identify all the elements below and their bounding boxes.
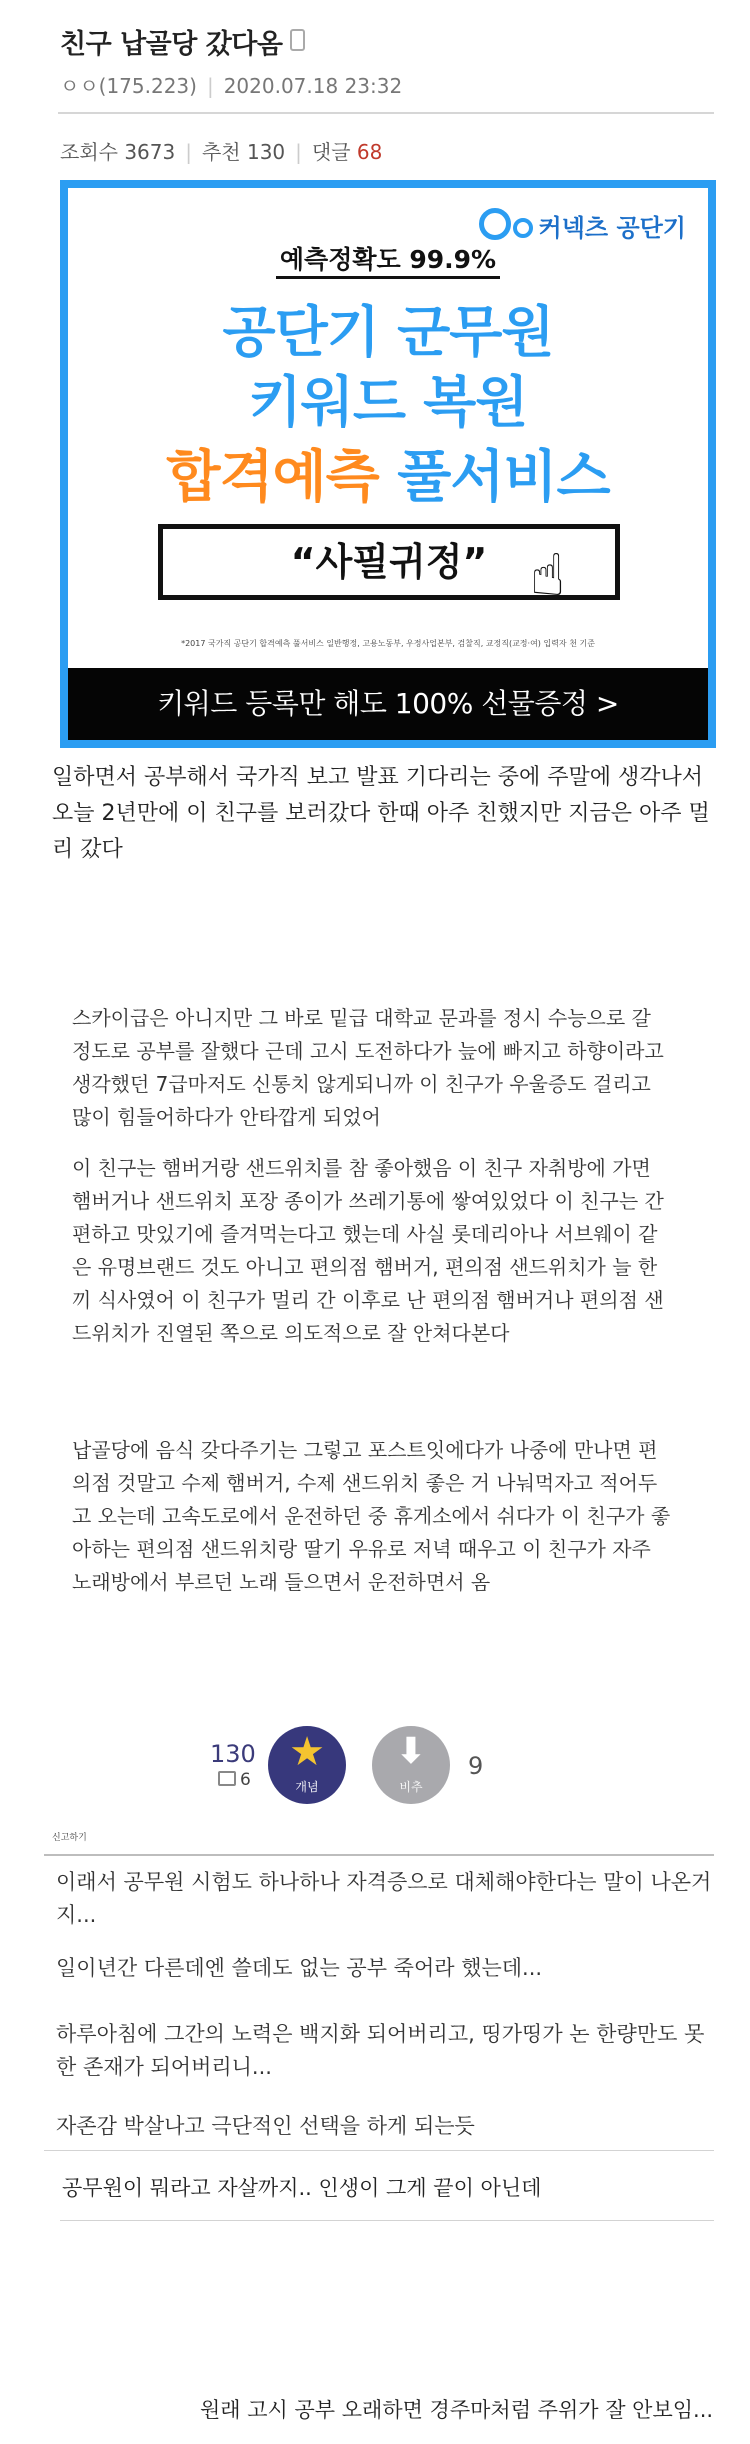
comment-3: 하루아침에 그간의 노력은 백지화 되어버리고, 띵가띵가 논 한량만도 못한 존재가 되어버리니... [56,2022,705,2079]
downvote-label: 비추 [399,1780,423,1794]
fixed-recommend [218,1770,251,1790]
post-paragraph-3: 납골당에 음식 갖다주기는 그렇고 포스트잇에다가 나중에 만나면 편의점 것말고 수제 햄버거, 수제 샌드위치 좋은 거 나눠먹자고 적어두고 오는데 고속도로에서 운전하던 중 휴게소에서 쉬다가 이 친구가 좋아하는 편의점 샌드위치랑 딸기 우유로 저녁 때우고 이 친구가 자주 노래방에서 부르던 노래 들으면서 운전하면서 옴 [72,1438,671,1594]
post-meta [60,70,402,99]
ad-cta-bar[interactable]: 키워드 등록만 해도 100% 선물증정 > [68,668,708,740]
ad-accuracy [68,240,708,276]
post-paragraph-2: 이 친구는 햄버거랑 샌드위치를 참 좋아했음 이 친구 자취방에 가면 햄버거나 샌드위치 포장 종이가 쓰레기통에 쌓여있었다 이 친구는 간편하고 맛있기에 즐겨먹는다고 했는데 사실 롯데리아나 서브웨이 같은 유명브랜드 것도 아니고 편의점 햄버거, 편의점 샌드위치가 늘 한 끼 식사였어 이 친구가 멀리 간 이후로 난 편의점 햄버거나 편의점 샌드위치가 진열된 쪽으로 의도적으로 잘 안쳐다본다 [72,1156,664,1345]
ad-fine-print: *2017 국가직 공단기 합격예측 풀서비스 일반행정, 고용노동부, 우정사업본부, 검찰직, 교정직(교정·여) 입력자 천 기준 [181,639,595,648]
comments-divider [44,1854,714,1856]
ad-accuracy-text: 예측정확도 99.9% [276,245,500,279]
recommend-label: 개념 [295,1780,319,1794]
ad-content[interactable] [68,188,708,740]
comment-4: 자존감 박살나고 극단적인 선택을 하게 되는듯 [56,2114,475,2138]
ad-headline-3 [68,433,708,513]
divider: | [295,140,302,164]
mobile-icon [290,29,305,51]
post-title: 친구 납골당 갔다옴 [60,29,283,60]
ad-logo [479,208,686,243]
logo-ring-icon [479,208,511,240]
report-link[interactable]: 신고하기 [52,1833,87,1843]
ad-logo-text: 커넥츠 공단기 [538,214,686,242]
recommend-button[interactable] [268,1726,346,1804]
post-author[interactable]: ㅇㅇ(175.223) [60,74,197,98]
comment-2: 일이년간 다른데엔 쓸데도 없는 공부 죽어라 했는데... [56,1956,543,1980]
divider-line [58,112,714,114]
post-paragraph-1: 스카이급은 아니지만 그 바로 밑급 대학교 문과를 정시 수능으로 갈 정도로 공부를 잘했다 근데 고시 도전하다가 늪에 빠지고 하향이라고 생각했던 7급마저도 신통치 않게되니까 이 친구가 우울증도 걸리고 많이 힘들어하다가 안타깝게 되었어 [72,1006,664,1129]
post-intro: 일하면서 공부해서 국가직 보고 발표 기다리는 중에 주말에 생각나서 오늘 2년만에 이 친구를 보러갔다 한때 아주 친했지만 지금은 아주 멀리 갔다 [52,765,710,862]
divider: | [185,140,192,164]
pointing-hand-icon: ☝ [530,541,566,609]
comment-6: 원래 고시 공부 오래하면 경주마처럼 주위가 잘 안보임... [200,2398,714,2422]
ad-banner[interactable] [60,180,716,748]
recommend-count: 추천 130 [201,140,286,164]
ad-headline-3a: 합격예측 [166,445,379,510]
post-stats [60,136,382,165]
comments-count[interactable]: 68 [356,140,383,164]
comments-label[interactable]: 댓글 [311,140,351,164]
recommend-total: 130 [210,1740,256,1768]
logo-ring-small-icon [513,218,533,238]
divider: | [206,74,214,98]
views-count: 조회수 3673 [60,140,176,164]
fixed-user-icon [218,1771,236,1786]
fixed-recommend-count: 6 [240,1770,251,1790]
comment-divider [44,2150,714,2151]
star-icon: ★ [289,1729,325,1775]
downvote-button[interactable] [372,1726,450,1804]
ad-slogan-box: “사필귀정” [158,524,620,600]
post-date: 2020.07.18 23:32 [223,74,403,98]
down-arrow-icon: ⬇ [395,1731,427,1772]
ad-headline-2: 키워드 복원 [248,370,528,434]
comment-divider [60,2220,714,2221]
comment-5: 공무원이 뭐라고 자살까지.. 인생이 그게 끝이 아닌데 [62,2176,542,2200]
downvote-count: 9 [468,1752,484,1780]
ad-headline-1: 공단기 군무원 [222,300,554,364]
comment-1: 이래서 공무원 시험도 하나하나 자격증으로 대체해야한다는 말이 나온거지... [56,1870,712,1927]
post-title-row [60,22,305,61]
ad-headline-3b: 풀서비스 [397,445,610,510]
